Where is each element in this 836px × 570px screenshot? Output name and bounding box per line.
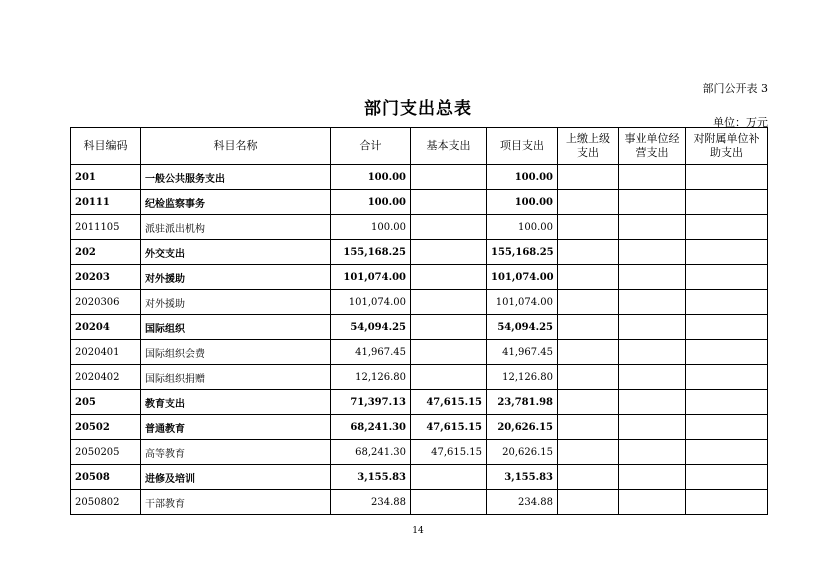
cell-total: 12,126.80: [331, 365, 411, 390]
cell-upper: [558, 290, 619, 315]
cell-total: 101,074.00: [331, 265, 411, 290]
table-row: [71, 190, 768, 215]
page-number: 14: [412, 526, 424, 536]
cell-name: 高等教育: [141, 440, 331, 465]
header-code: 科目编码: [71, 128, 141, 165]
table-header-row: [71, 128, 768, 165]
header-total: 合计: [331, 128, 411, 165]
cell-subsidy: [686, 340, 768, 365]
cell-subsidy: [686, 190, 768, 215]
table-row: [71, 165, 768, 190]
table-row: [71, 490, 768, 515]
cell-business: [619, 240, 686, 265]
cell-name: 教育支出: [141, 390, 331, 415]
cell-subsidy: [686, 165, 768, 190]
cell-basic: [411, 365, 487, 390]
cell-project: 234.88: [487, 490, 558, 515]
table-row: [71, 240, 768, 265]
cell-project: 101,074.00: [487, 290, 558, 315]
table-row: [71, 340, 768, 365]
cell-name: 国际组织捐赠: [141, 365, 331, 390]
cell-subsidy: [686, 315, 768, 340]
table-row: [71, 315, 768, 340]
cell-total: 101,074.00: [331, 290, 411, 315]
cell-project: 20,626.15: [487, 415, 558, 440]
cell-total: 100.00: [331, 215, 411, 240]
cell-name: 派驻派出机构: [141, 215, 331, 240]
header-project: 项目支出: [487, 128, 558, 165]
cell-code: 2011105: [71, 215, 141, 240]
cell-subsidy: [686, 390, 768, 415]
cell-project: 100.00: [487, 215, 558, 240]
cell-name: 一般公共服务支出: [141, 165, 331, 190]
cell-business: [619, 290, 686, 315]
cell-code: 202: [71, 240, 141, 265]
form-number: 部门公开表 3: [702, 82, 768, 95]
table-row: [71, 440, 768, 465]
cell-basic: [411, 190, 487, 215]
header-upper: 上缴上级支出: [558, 128, 619, 165]
cell-subsidy: [686, 365, 768, 390]
cell-business: [619, 440, 686, 465]
cell-upper: [558, 190, 619, 215]
cell-business: [619, 340, 686, 365]
cell-subsidy: [686, 240, 768, 265]
cell-upper: [558, 265, 619, 290]
header-subsidy: 对附属单位补助支出: [686, 128, 768, 165]
cell-upper: [558, 215, 619, 240]
table-row: [71, 265, 768, 290]
cell-upper: [558, 165, 619, 190]
cell-project: 20,626.15: [487, 440, 558, 465]
cell-code: 201: [71, 165, 141, 190]
cell-business: [619, 490, 686, 515]
cell-total: 234.88: [331, 490, 411, 515]
table-row: [71, 465, 768, 490]
table-row: [71, 290, 768, 315]
cell-basic: [411, 265, 487, 290]
unit-label: 单位：万元: [713, 116, 768, 129]
cell-code: 2050802: [71, 490, 141, 515]
cell-code: 2020306: [71, 290, 141, 315]
cell-project: 12,126.80: [487, 365, 558, 390]
cell-subsidy: [686, 465, 768, 490]
cell-upper: [558, 315, 619, 340]
cell-project: 3,155.83: [487, 465, 558, 490]
cell-name: 干部教育: [141, 490, 331, 515]
cell-total: 68,241.30: [331, 415, 411, 440]
cell-total: 71,397.13: [331, 390, 411, 415]
cell-project: 54,094.25: [487, 315, 558, 340]
cell-basic: [411, 290, 487, 315]
cell-name: 国际组织: [141, 315, 331, 340]
header-basic: 基本支出: [411, 128, 487, 165]
cell-total: 100.00: [331, 190, 411, 215]
cell-business: [619, 315, 686, 340]
cell-code: 20111: [71, 190, 141, 215]
cell-upper: [558, 365, 619, 390]
header-name: 科目名称: [141, 128, 331, 165]
cell-business: [619, 165, 686, 190]
table-row: [71, 365, 768, 390]
cell-project: 41,967.45: [487, 340, 558, 365]
cell-upper: [558, 340, 619, 365]
cell-upper: [558, 240, 619, 265]
cell-name: 普通教育: [141, 415, 331, 440]
cell-basic: 47,615.15: [411, 390, 487, 415]
cell-code: 205: [71, 390, 141, 415]
cell-name: 国际组织会费: [141, 340, 331, 365]
table-row: [71, 390, 768, 415]
cell-basic: 47,615.15: [411, 440, 487, 465]
cell-upper: [558, 440, 619, 465]
cell-subsidy: [686, 290, 768, 315]
cell-code: 2050205: [71, 440, 141, 465]
cell-basic: [411, 215, 487, 240]
cell-total: 100.00: [331, 165, 411, 190]
cell-business: [619, 465, 686, 490]
cell-project: 23,781.98: [487, 390, 558, 415]
cell-basic: [411, 240, 487, 265]
table-row: [71, 415, 768, 440]
cell-upper: [558, 490, 619, 515]
cell-name: 对外援助: [141, 265, 331, 290]
cell-subsidy: [686, 490, 768, 515]
cell-business: [619, 415, 686, 440]
cell-business: [619, 365, 686, 390]
cell-name: 对外援助: [141, 290, 331, 315]
cell-upper: [558, 390, 619, 415]
cell-project: 100.00: [487, 190, 558, 215]
cell-basic: [411, 340, 487, 365]
cell-code: 2020402: [71, 365, 141, 390]
cell-code: 20508: [71, 465, 141, 490]
cell-project: 155,168.25: [487, 240, 558, 265]
expenditure-table: [70, 127, 768, 515]
table-row: [71, 215, 768, 240]
cell-subsidy: [686, 265, 768, 290]
cell-code: 2020401: [71, 340, 141, 365]
cell-total: 155,168.25: [331, 240, 411, 265]
cell-total: 3,155.83: [331, 465, 411, 490]
cell-name: 进修及培训: [141, 465, 331, 490]
cell-project: 100.00: [487, 165, 558, 190]
cell-business: [619, 190, 686, 215]
cell-upper: [558, 415, 619, 440]
cell-business: [619, 265, 686, 290]
cell-basic: [411, 315, 487, 340]
cell-total: 41,967.45: [331, 340, 411, 365]
cell-code: 20203: [71, 265, 141, 290]
cell-name: 纪检监察事务: [141, 190, 331, 215]
cell-subsidy: [686, 215, 768, 240]
cell-subsidy: [686, 415, 768, 440]
header-business: 事业单位经营支出: [619, 128, 686, 165]
cell-upper: [558, 465, 619, 490]
page-title: 部门支出总表: [364, 99, 472, 119]
cell-code: 20204: [71, 315, 141, 340]
cell-total: 54,094.25: [331, 315, 411, 340]
cell-code: 20502: [71, 415, 141, 440]
cell-business: [619, 215, 686, 240]
cell-basic: [411, 165, 487, 190]
cell-project: 101,074.00: [487, 265, 558, 290]
cell-total: 68,241.30: [331, 440, 411, 465]
cell-name: 外交支出: [141, 240, 331, 265]
cell-basic: [411, 490, 487, 515]
cell-basic: [411, 465, 487, 490]
cell-business: [619, 390, 686, 415]
cell-basic: 47,615.15: [411, 415, 487, 440]
cell-subsidy: [686, 440, 768, 465]
